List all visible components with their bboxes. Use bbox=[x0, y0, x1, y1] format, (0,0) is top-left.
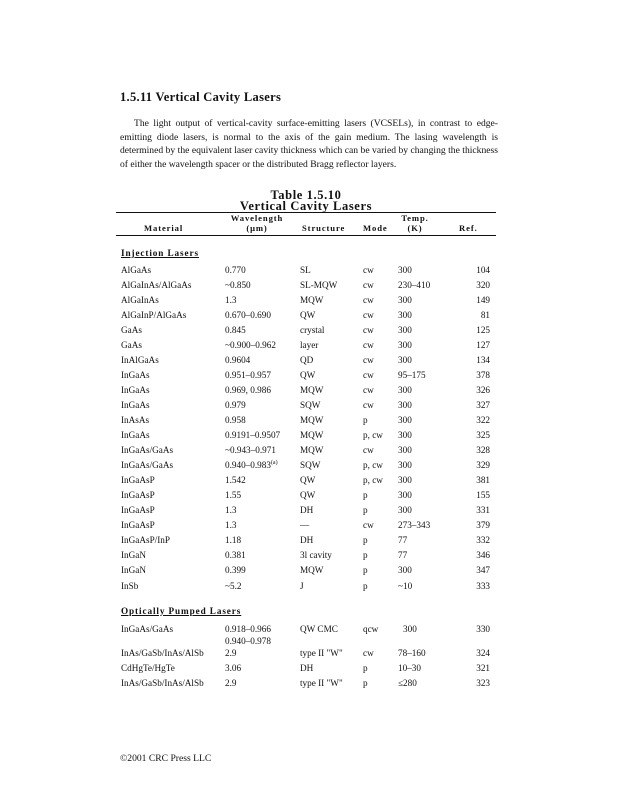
header-mode: Mode bbox=[363, 223, 388, 233]
cell-mode: cw bbox=[363, 445, 374, 455]
cell-mode: cw bbox=[363, 340, 374, 350]
cell-temp: 77 bbox=[398, 550, 408, 560]
cell-wavelength: 1.3 bbox=[225, 295, 237, 305]
cell-temp: 230–410 bbox=[398, 280, 431, 290]
intro-paragraph: The light output of vertical-cavity surface-emitting lasers (VCSELs), in contrast to edge-emitting diode lasers, is normal to the axis of the gain medium. The lasing wavelength is determined by the equivalent laser cavity thickness which can be varied by changing the thickness of either the wavelength spacer or the distributed Bragg reflector layers. bbox=[120, 118, 498, 170]
cell-temp: 300 bbox=[398, 310, 412, 320]
cell-ref: 321 bbox=[476, 663, 490, 673]
cell-mode: p bbox=[363, 490, 368, 500]
table-row bbox=[0, 339, 617, 353]
cell-structure: QW bbox=[300, 490, 316, 500]
cell-structure: — bbox=[300, 520, 310, 530]
table-row bbox=[0, 294, 617, 308]
table-row bbox=[0, 623, 617, 649]
cell-temp: ≤280 bbox=[398, 678, 417, 688]
cell-wavelength: 0.770 bbox=[225, 265, 246, 275]
cell-temp: 77 bbox=[398, 535, 408, 545]
copyright-footer: ©2001 CRC Press LLC bbox=[120, 753, 212, 764]
cell-ref: 347 bbox=[476, 565, 490, 575]
cell-wavelength: 0.918–0.966 bbox=[225, 624, 271, 634]
cell-wavelength: 0.670–0.690 bbox=[225, 310, 271, 320]
cell-material: InGaAs/GaAs bbox=[121, 445, 174, 455]
cell-mode: p, cw bbox=[363, 460, 383, 470]
cell-structure: layer bbox=[300, 340, 319, 350]
cell-material: InGaAs bbox=[121, 385, 150, 395]
cell-material: InSb bbox=[121, 581, 139, 591]
table-row bbox=[0, 369, 617, 383]
cell-structure: MQW bbox=[300, 430, 324, 440]
cell-structure: SL-MQW bbox=[300, 280, 338, 290]
cell-temp: 300 bbox=[398, 265, 412, 275]
cell-mode: cw bbox=[363, 400, 374, 410]
cell-temp: 300 bbox=[398, 445, 412, 455]
header-ref: Ref. bbox=[459, 223, 478, 233]
cell-mode: p bbox=[363, 581, 368, 591]
cell-temp: 300 bbox=[398, 385, 412, 395]
cell-ref: 330 bbox=[476, 624, 490, 634]
cell-mode: cw bbox=[363, 295, 374, 305]
cell-structure: SQW bbox=[300, 460, 321, 470]
cell-structure: DH bbox=[300, 535, 314, 545]
table-row bbox=[0, 324, 617, 338]
cell-mode: p bbox=[363, 505, 368, 515]
table-row bbox=[0, 534, 617, 548]
table-row bbox=[0, 414, 617, 428]
cell-temp: 300 bbox=[398, 490, 412, 500]
header-temp-unit: (K) bbox=[407, 223, 423, 233]
cell-wavelength: ~0.900–0.962 bbox=[225, 340, 276, 350]
cell-wavelength: 3.06 bbox=[225, 663, 242, 673]
cell-wavelength: 0.845 bbox=[225, 325, 246, 335]
cell-structure: type II "W" bbox=[300, 678, 343, 688]
cell-wavelength: 0.979 bbox=[225, 400, 246, 410]
footnote-marker: (a) bbox=[270, 459, 278, 466]
cell-structure: QW CMC bbox=[300, 624, 338, 634]
cell-temp: 300 bbox=[398, 430, 412, 440]
table-row bbox=[0, 519, 617, 533]
cell-mode: p bbox=[363, 678, 368, 688]
cell-material: CdHgTe/HgTe bbox=[121, 663, 175, 673]
cell-temp: 300 bbox=[398, 505, 412, 515]
cell-ref: 149 bbox=[476, 295, 490, 305]
cell-mode: cw bbox=[363, 355, 374, 365]
cell-structure: QW bbox=[300, 310, 316, 320]
cell-ref: 329 bbox=[476, 460, 490, 470]
cell-wavelength: 0.969, 0.986 bbox=[225, 385, 271, 395]
cell-temp: 300 bbox=[398, 355, 412, 365]
cell-ref: 155 bbox=[476, 490, 490, 500]
cell-ref: 127 bbox=[476, 340, 490, 350]
cell-mode: p bbox=[363, 663, 368, 673]
cell-ref: 325 bbox=[476, 430, 490, 440]
cell-wavelength-value: 0.940–0.983 bbox=[225, 460, 271, 470]
cell-structure: DH bbox=[300, 663, 314, 673]
cell-material: InGaN bbox=[121, 565, 147, 575]
cell-ref: 332 bbox=[476, 535, 490, 545]
header-material: Material bbox=[144, 223, 184, 233]
cell-temp: 300 bbox=[403, 624, 417, 634]
cell-ref: 125 bbox=[476, 325, 490, 335]
cell-temp: 300 bbox=[398, 325, 412, 335]
table-row bbox=[0, 647, 617, 661]
cell-wavelength: 2.9 bbox=[225, 678, 237, 688]
cell-mode: qcw bbox=[363, 624, 379, 634]
cell-wavelength: 1.542 bbox=[225, 475, 246, 485]
cell-mode: cw bbox=[363, 265, 374, 275]
cell-structure: MQW bbox=[300, 295, 324, 305]
cell-material: InAs/GaSb/InAs/AlSb bbox=[121, 648, 204, 658]
cell-material: InAlGaAs bbox=[121, 355, 159, 365]
cell-ref: 333 bbox=[476, 581, 490, 591]
cell-structure: MQW bbox=[300, 415, 324, 425]
cell-material: AlGaInAs/AlGaAs bbox=[121, 280, 192, 290]
cell-material: InGaAs bbox=[121, 370, 150, 380]
cell-wavelength: 0.381 bbox=[225, 550, 246, 560]
cell-material: AlGaInP/AlGaAs bbox=[121, 310, 187, 320]
cell-structure: SL bbox=[300, 265, 311, 275]
cell-mode: cw bbox=[363, 385, 374, 395]
table-row bbox=[0, 564, 617, 578]
table-row bbox=[0, 549, 617, 563]
cell-material: InGaAsP bbox=[121, 520, 155, 530]
table-row bbox=[0, 459, 617, 473]
cell-ref: 378 bbox=[476, 370, 490, 380]
cell-material: InGaAs/GaAs bbox=[121, 460, 174, 470]
cell-wavelength bbox=[225, 459, 278, 471]
cell-material: InGaAsP bbox=[121, 505, 155, 515]
cell-temp: 95–175 bbox=[398, 370, 426, 380]
cell-material: InAsAs bbox=[121, 415, 150, 425]
cell-structure: QW bbox=[300, 370, 316, 380]
cell-wavelength: 1.18 bbox=[225, 535, 242, 545]
section-heading: 1.5.11 Vertical Cavity Lasers bbox=[120, 90, 282, 104]
cell-mode: cw bbox=[363, 310, 374, 320]
cell-material: GaAs bbox=[121, 325, 142, 335]
cell-wavelength: ~5.2 bbox=[225, 581, 242, 591]
cell-wavelength: 0.958 bbox=[225, 415, 246, 425]
cell-wavelength: 0.9604 bbox=[225, 355, 251, 365]
cell-ref: 331 bbox=[476, 505, 490, 515]
cell-temp: 300 bbox=[398, 400, 412, 410]
header-temp: Temp. bbox=[401, 213, 429, 223]
cell-ref: 134 bbox=[476, 355, 490, 365]
cell-temp: 10–30 bbox=[398, 663, 421, 673]
cell-structure: type II "W" bbox=[300, 648, 343, 658]
cell-temp: ~10 bbox=[398, 581, 413, 591]
cell-mode: cw bbox=[363, 370, 374, 380]
cell-mode: cw bbox=[363, 520, 374, 530]
cell-ref: 346 bbox=[476, 550, 490, 560]
cell-wavelength: 1.3 bbox=[225, 505, 237, 515]
cell-material: GaAs bbox=[121, 340, 142, 350]
table-number: Table 1.5.10 bbox=[270, 188, 342, 202]
table-row bbox=[0, 677, 617, 691]
table-row bbox=[0, 580, 617, 594]
cell-temp: 300 bbox=[398, 295, 412, 305]
cell-ref: 81 bbox=[480, 310, 490, 320]
cell-mode: cw bbox=[363, 325, 374, 335]
table-row bbox=[0, 489, 617, 503]
cell-structure: QW bbox=[300, 475, 316, 485]
table-row bbox=[0, 474, 617, 488]
cell-wavelength-second: 0.940–0.978 bbox=[225, 636, 271, 646]
cell-wavelength: 2.9 bbox=[225, 648, 237, 658]
table-row bbox=[0, 504, 617, 518]
cell-wavelength: 0.9191–0.9507 bbox=[225, 430, 281, 440]
cell-mode: p, cw bbox=[363, 430, 383, 440]
cell-material: InGaAsP/InP bbox=[121, 535, 171, 545]
cell-ref: 379 bbox=[476, 520, 490, 530]
cell-temp: 300 bbox=[398, 475, 412, 485]
cell-temp: 300 bbox=[398, 340, 412, 350]
cell-structure: SQW bbox=[300, 400, 321, 410]
cell-material: InGaAsP bbox=[121, 475, 155, 485]
cell-ref: 323 bbox=[476, 678, 490, 688]
cell-ref: 326 bbox=[476, 385, 490, 395]
cell-ref: 104 bbox=[476, 265, 490, 275]
table-title: Vertical Cavity Lasers bbox=[239, 199, 373, 213]
cell-ref: 327 bbox=[476, 400, 490, 410]
cell-material: InGaAsP bbox=[121, 490, 155, 500]
cell-ref: 322 bbox=[476, 415, 490, 425]
cell-mode: p bbox=[363, 565, 368, 575]
table-row bbox=[0, 399, 617, 413]
cell-ref: 320 bbox=[476, 280, 490, 290]
cell-structure: MQW bbox=[300, 385, 324, 395]
header-structure: Structure bbox=[302, 223, 346, 233]
cell-structure: DH bbox=[300, 505, 314, 515]
cell-mode: p bbox=[363, 550, 368, 560]
table-top-rule bbox=[116, 212, 496, 213]
cell-wavelength: ~0.943–0.971 bbox=[225, 445, 276, 455]
cell-structure: MQW bbox=[300, 445, 324, 455]
table-row bbox=[0, 384, 617, 398]
cell-material: AlGaAs bbox=[121, 265, 152, 275]
cell-temp: 300 bbox=[398, 415, 412, 425]
cell-wavelength: 1.3 bbox=[225, 520, 237, 530]
cell-structure: MQW bbox=[300, 565, 324, 575]
table-row bbox=[0, 444, 617, 458]
group-label-optically-pumped: Optically Pumped Lasers bbox=[121, 606, 242, 616]
cell-mode: cw bbox=[363, 648, 374, 658]
cell-mode: cw bbox=[363, 280, 374, 290]
header-wavelength: Wavelength bbox=[230, 213, 284, 223]
table-row bbox=[0, 662, 617, 676]
cell-temp: 300 bbox=[398, 565, 412, 575]
cell-material: InAs/GaSb/InAs/AlSb bbox=[121, 678, 204, 688]
cell-wavelength: 0.951–0.957 bbox=[225, 370, 271, 380]
group-label-injection: Injection Lasers bbox=[121, 248, 199, 258]
cell-ref: 324 bbox=[476, 648, 490, 658]
table-row bbox=[0, 279, 617, 293]
cell-temp: 273–343 bbox=[398, 520, 431, 530]
cell-temp: 300 bbox=[398, 460, 412, 470]
header-wavelength-unit: (μm) bbox=[246, 223, 268, 233]
cell-material: InGaN bbox=[121, 550, 147, 560]
table-row bbox=[0, 309, 617, 323]
cell-mode: p bbox=[363, 415, 368, 425]
cell-wavelength: 1.55 bbox=[225, 490, 242, 500]
cell-ref: 328 bbox=[476, 445, 490, 455]
cell-material: AlGaInAs bbox=[121, 295, 159, 305]
cell-wavelength: 0.399 bbox=[225, 565, 246, 575]
cell-temp: 78–160 bbox=[398, 648, 426, 658]
cell-structure: J bbox=[300, 581, 304, 591]
cell-mode: p, cw bbox=[363, 475, 383, 485]
cell-ref: 381 bbox=[476, 475, 490, 485]
cell-wavelength: ~0.850 bbox=[225, 280, 251, 290]
cell-material: InGaAs/GaAs bbox=[121, 624, 174, 634]
table-header-rule bbox=[116, 235, 496, 236]
cell-mode: p bbox=[363, 535, 368, 545]
cell-structure: QD bbox=[300, 355, 314, 365]
cell-structure: 3l cavity bbox=[300, 550, 332, 560]
table-row bbox=[0, 354, 617, 368]
table-row bbox=[0, 264, 617, 278]
cell-material: InGaAs bbox=[121, 400, 150, 410]
cell-structure: crystal bbox=[300, 325, 325, 335]
cell-material: InGaAs bbox=[121, 430, 150, 440]
table-row bbox=[0, 429, 617, 443]
